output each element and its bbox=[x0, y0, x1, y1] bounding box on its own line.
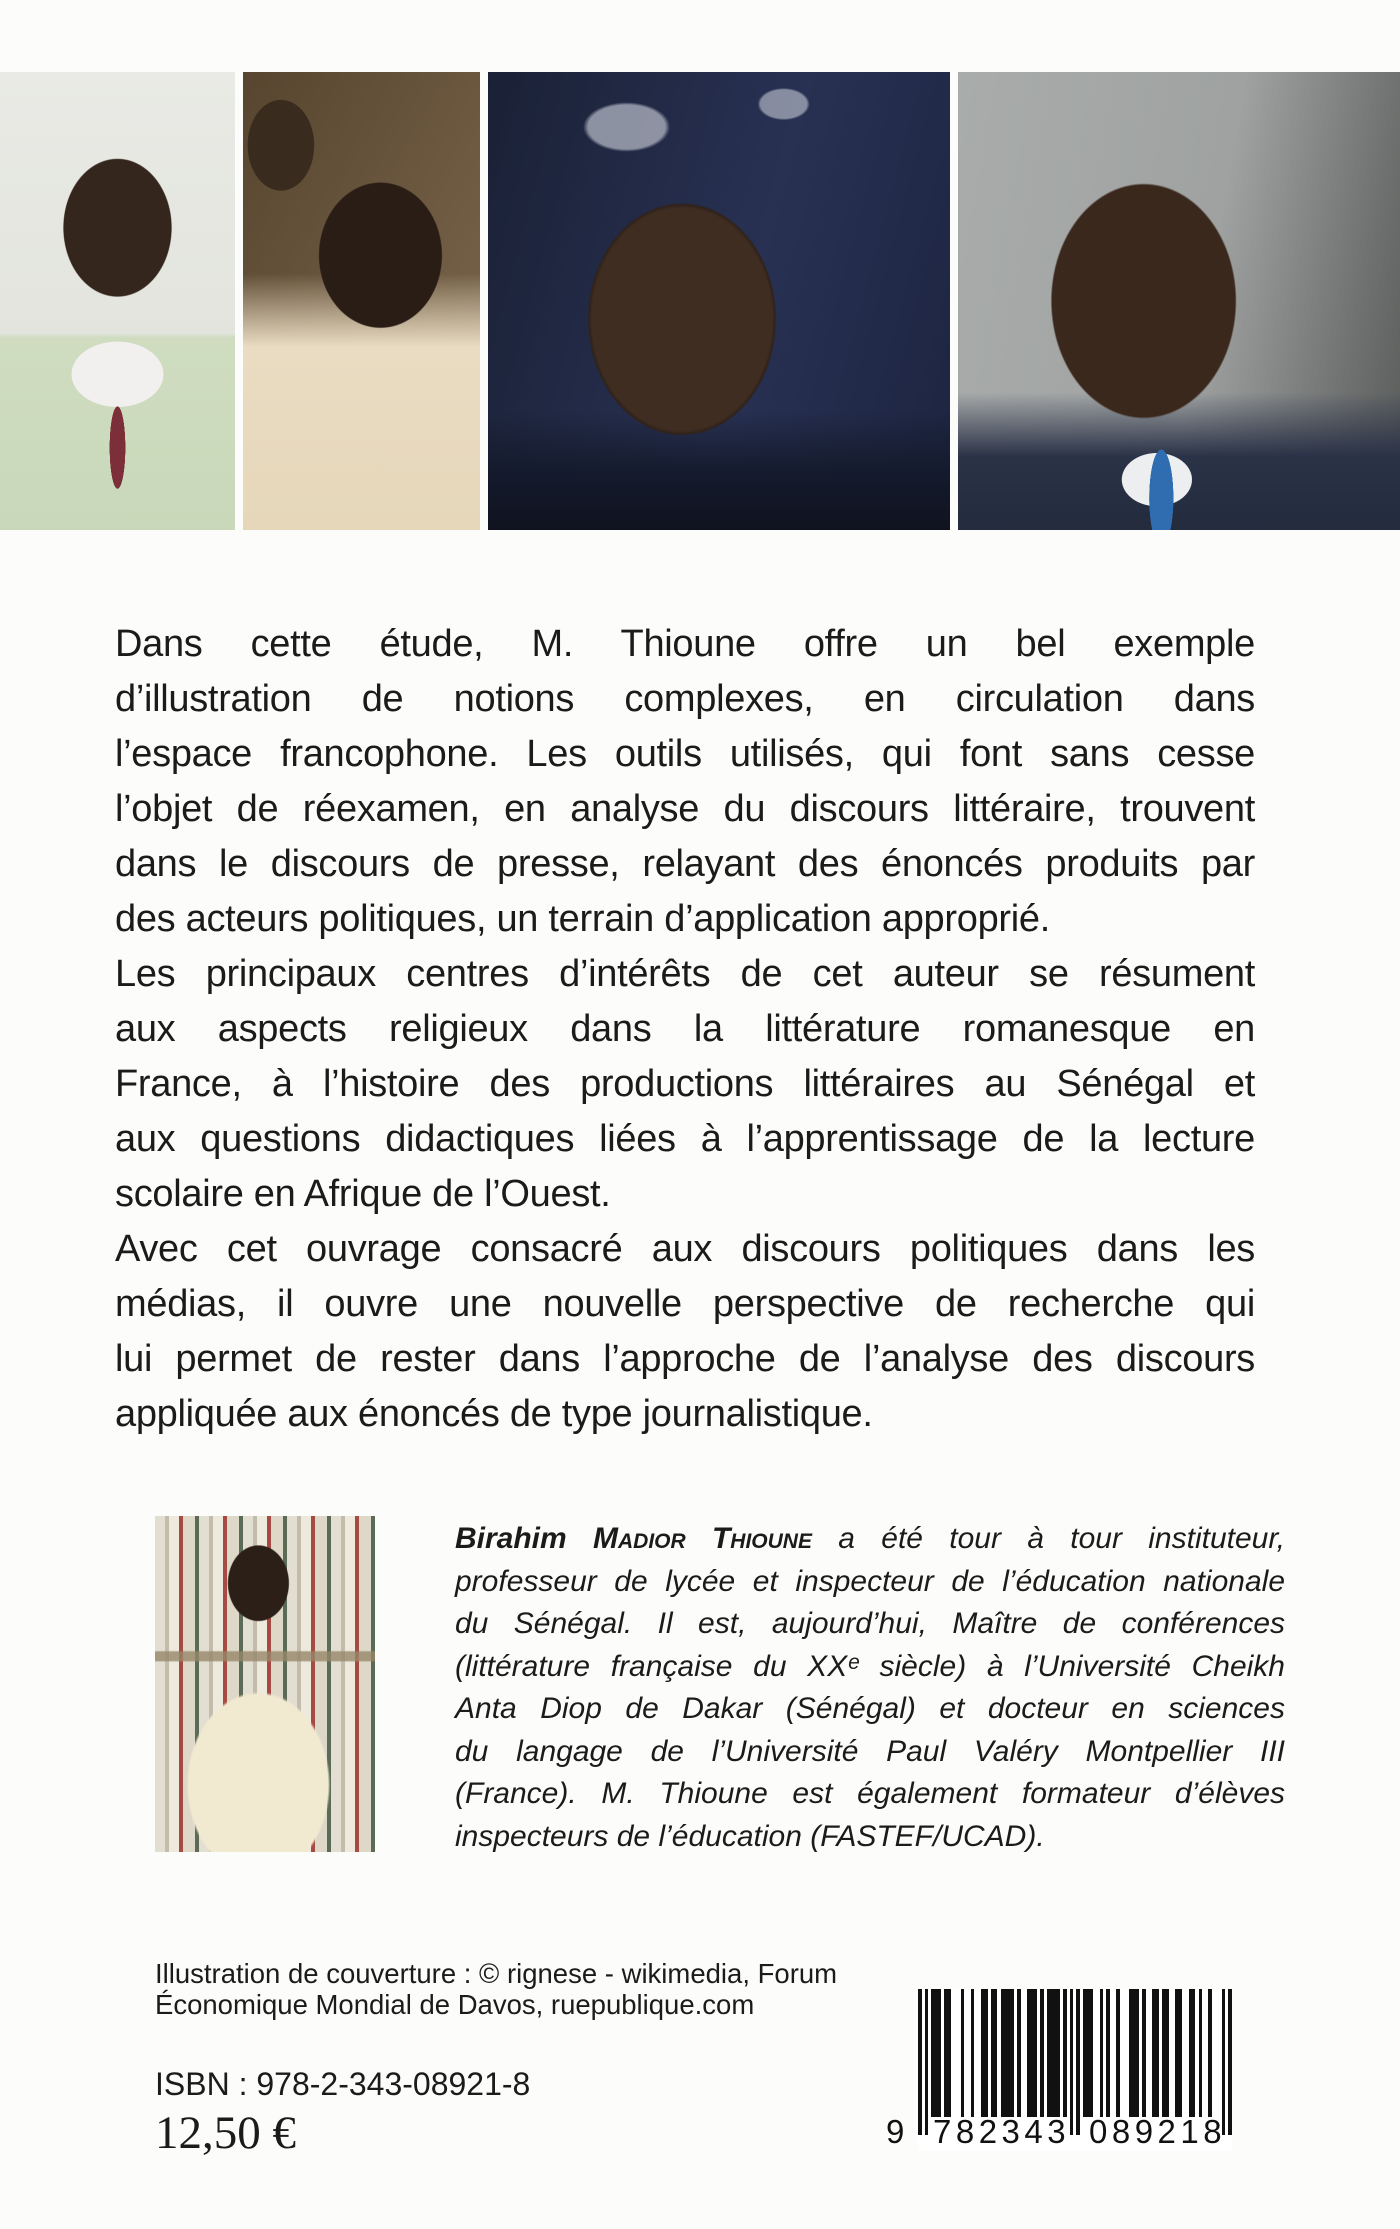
synopsis-text bbox=[115, 617, 1255, 1442]
barcode-bar bbox=[1040, 1989, 1044, 2117]
author-bio-line: Anta Diop de Dakar (Sénégal) et docteur en sciences bbox=[455, 1692, 1285, 1725]
author-bio-line: (littérature française du XXᵉ siècle) à l’Université Cheikh bbox=[455, 1649, 1285, 1683]
author-bio-line: du Sénégal. Il est, aujourd’hui, Maître de conférences bbox=[455, 1607, 1285, 1640]
barcode-digits-right: 089218 bbox=[1089, 2113, 1227, 2150]
synopsis-line: scolaire en Afrique de l’Ouest. bbox=[115, 1173, 611, 1215]
cover-illustration-credit bbox=[155, 1958, 837, 2020]
author-bio-line: (France). M. Thioune est également formateur d’élèves bbox=[455, 1777, 1285, 1810]
portrait-photo-3 bbox=[488, 72, 950, 530]
barcode-bar bbox=[1017, 1989, 1021, 2117]
synopsis-line: d’illustration de notions complexes, en circulation dans bbox=[115, 678, 1255, 720]
barcode-bar bbox=[1010, 1989, 1014, 2117]
credit-line: Économique Mondial de Davos, ruepublique.com bbox=[155, 1989, 755, 2020]
barcode-bar bbox=[1156, 1989, 1160, 2117]
barcode-bar bbox=[1063, 1989, 1067, 2117]
synopsis-line: aux questions didactiques liées à l’apprentissage de la lecture bbox=[115, 1118, 1255, 1160]
author-first-name: Birahim bbox=[455, 1522, 567, 1555]
author-bio bbox=[455, 1518, 1285, 1858]
price-text: 12,50 € bbox=[155, 2107, 296, 2159]
author-bio-lines bbox=[455, 1561, 1285, 1859]
synopsis-line: Dans cette étude, M. Thioune offre un bel exemple bbox=[115, 623, 1255, 665]
barcode-bar bbox=[1136, 1989, 1140, 2117]
barcode-bar bbox=[1142, 1989, 1146, 2117]
barcode-bar bbox=[1192, 1989, 1196, 2117]
synopsis-line: des acteurs politiques, un terrain d’application approprié. bbox=[115, 898, 1050, 940]
synopsis-line: Les principaux centres d’intérêts de cet auteur se résument bbox=[115, 953, 1255, 995]
author-bio-first-line bbox=[455, 1518, 1285, 1561]
barcode-bar bbox=[1034, 1989, 1038, 2117]
barcode-digits-left: 782343 bbox=[933, 2113, 1071, 2150]
barcode-bar bbox=[1070, 1989, 1074, 2135]
author-photo bbox=[155, 1516, 375, 1852]
author-bio-line: professeur de lycée et inspecteur de l’éducation nationale bbox=[455, 1564, 1285, 1598]
author-bio-first-line-rest: a été tour à tour instituteur, bbox=[811, 1522, 1285, 1555]
synopsis-line: Avec cet ouvrage consacré aux discours politiques dans les bbox=[115, 1228, 1255, 1270]
barcode-bar bbox=[948, 1989, 952, 2117]
author-bio-line: du langage de l’Université Paul Valéry Montpellier III bbox=[455, 1734, 1285, 1768]
barcode-bar bbox=[971, 1989, 975, 2117]
synopsis-line: l’espace francophone. Les outils utilisés, qui font sans cesse bbox=[115, 733, 1255, 775]
barcode-bar bbox=[994, 1989, 998, 2117]
ean-barcode bbox=[886, 1989, 1232, 2151]
synopsis-line: dans le discours de presse, relayant des énoncés produits par bbox=[115, 843, 1255, 885]
barcode-bar bbox=[1057, 1989, 1061, 2117]
barcode-bar bbox=[1090, 1989, 1094, 2117]
author-bio-line: inspecteurs de l’éducation (FASTEF/UCAD). bbox=[455, 1819, 1045, 1853]
portrait-photo-2 bbox=[243, 72, 480, 530]
barcode-bar bbox=[1166, 1989, 1170, 2117]
barcode-bar bbox=[1106, 1989, 1110, 2117]
synopsis-line: appliquée aux énoncés de type journalistique. bbox=[115, 1393, 873, 1435]
credit-line: Illustration de couverture : © rignese - wikimedia, Forum bbox=[155, 1958, 838, 1989]
barcode-bar bbox=[1116, 1989, 1120, 2117]
portrait-photo-4 bbox=[958, 72, 1400, 530]
barcode-bar bbox=[1100, 1989, 1104, 2117]
barcode-bar bbox=[1228, 1989, 1232, 2135]
barcode-digit-first: 9 bbox=[886, 2113, 905, 2150]
synopsis-line: lui permet de rester dans l’approche de l’analyse des discours bbox=[115, 1338, 1255, 1380]
barcode-bar bbox=[925, 1989, 929, 2135]
barcode-bar bbox=[918, 1989, 922, 2135]
synopsis-line: France, à l’histoire des productions littéraires au Sénégal et bbox=[115, 1063, 1255, 1105]
barcode-bar bbox=[938, 1989, 942, 2117]
synopsis-line: médias, il ouvre une nouvelle perspective de recherche qui bbox=[115, 1283, 1255, 1325]
isbn-text: ISBN : 978-2-343-08921-8 bbox=[155, 2066, 531, 2102]
barcode-bar bbox=[984, 1989, 988, 2117]
barcode-bar bbox=[961, 1989, 965, 2117]
barcode-bar bbox=[1076, 1989, 1080, 2135]
synopsis-line: aux aspects religieux dans la littérature romanesque en bbox=[115, 1008, 1255, 1050]
synopsis-line: l’objet de réexamen, en analyse du discours littéraire, trouvent bbox=[115, 788, 1255, 830]
barcode-bar bbox=[1199, 1989, 1203, 2117]
author-family-names: Madior Thioune bbox=[566, 1522, 812, 1555]
portrait-photo-1 bbox=[0, 72, 235, 530]
barcode-bar bbox=[1179, 1989, 1183, 2117]
barcode-bar bbox=[1208, 1989, 1212, 2117]
